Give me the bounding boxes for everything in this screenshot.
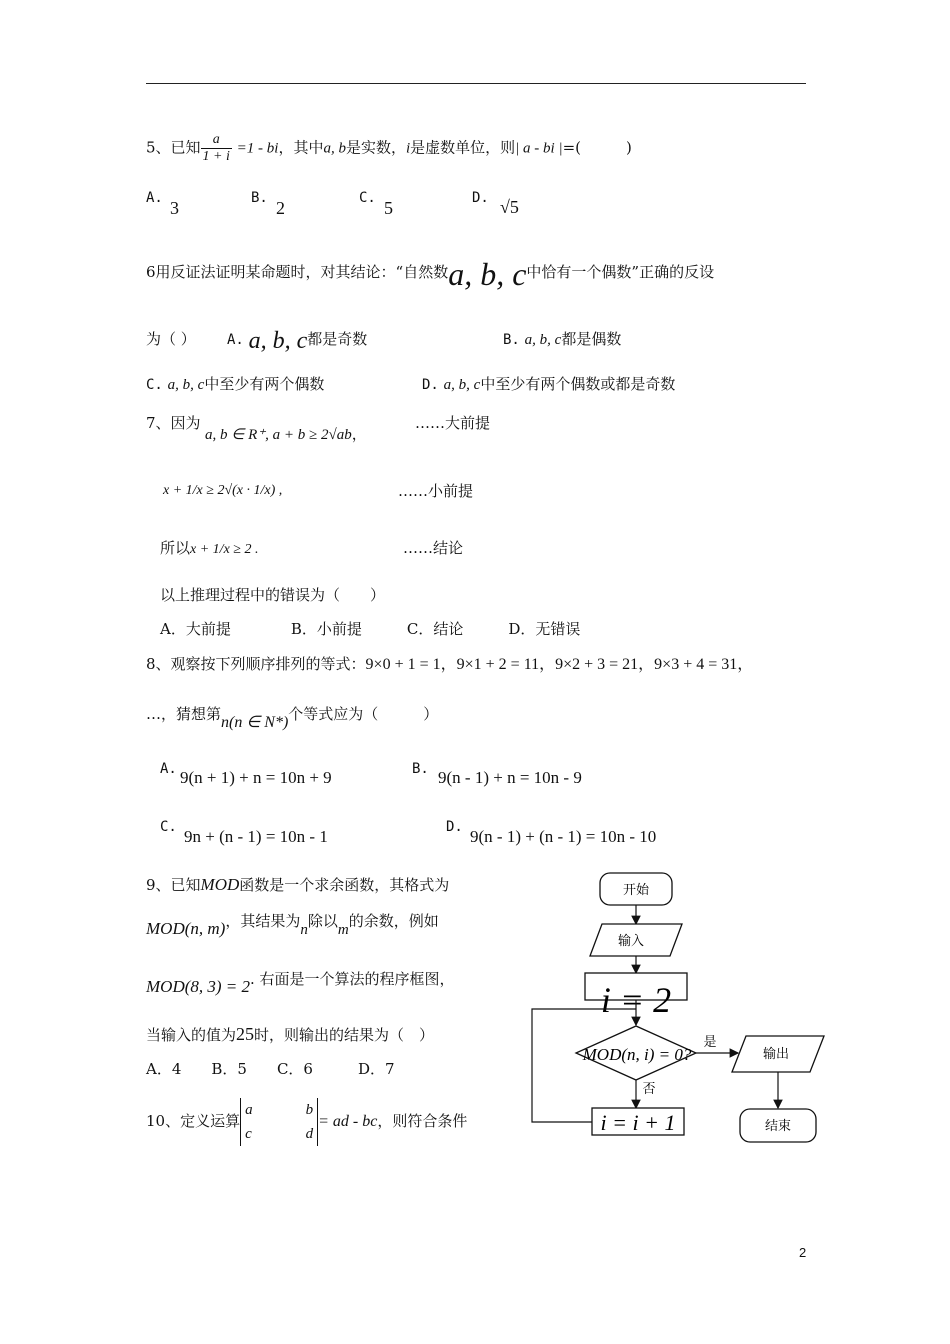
q5-option-c-label: C. bbox=[359, 190, 376, 206]
q9-line4-tail: 时，则输出的结果为（ ） bbox=[254, 1026, 435, 1044]
q8-option-b-value: 9(n - 1) + n = 10n - 9 bbox=[438, 768, 582, 787]
q7-major-label: ……大前提 bbox=[415, 414, 491, 432]
flowchart-assign-text: i = 2 bbox=[600, 980, 672, 1020]
flowchart-increment-text: i = i + 1 bbox=[600, 1110, 676, 1135]
flowchart-input-text: 输入 bbox=[617, 934, 645, 949]
q6-option-c-text: 中至少有两个偶数 bbox=[204, 375, 325, 393]
question-8 bbox=[146, 651, 753, 674]
q5-option-a-label: A. bbox=[146, 190, 163, 206]
q9-line3 bbox=[146, 968, 455, 997]
q9-mod: MOD bbox=[200, 875, 240, 894]
q7-conclusion-expr: x + 1/x ≥ 2 . bbox=[190, 542, 259, 557]
flowchart-start-text: 开始 bbox=[622, 883, 650, 898]
question-6 bbox=[146, 256, 714, 293]
q10-prefix: 10、定义运算 bbox=[146, 1112, 241, 1130]
page-number: 2 bbox=[799, 1245, 807, 1260]
q6-option-a-label: A. bbox=[227, 332, 244, 348]
q7-premise1 bbox=[205, 423, 367, 444]
q5-tail: =( ) bbox=[562, 138, 632, 157]
q6-option-d-text: 中至少有两个偶数或都是奇数 bbox=[480, 375, 676, 393]
q7-premise2: x + 1/x ≥ 2√(x · 1/x) , bbox=[163, 483, 283, 498]
q9-example: MOD(8, 3) = 2 bbox=[146, 977, 251, 996]
q6-option-c-label: C. bbox=[146, 377, 163, 393]
q7-conclusion-prefix: 所以 bbox=[160, 539, 191, 557]
q5-equation: =1 - bi bbox=[236, 140, 279, 157]
q5-ab: a, b bbox=[323, 140, 346, 157]
q10-tail: ，则符合条件 bbox=[377, 1112, 468, 1130]
q9-line4 bbox=[146, 1024, 434, 1045]
q5-i: i bbox=[406, 140, 411, 157]
q6-option-c bbox=[146, 373, 324, 394]
flowchart-yes-label: 是 bbox=[703, 1035, 717, 1050]
q8-line2-tail: 个等式应为（ ） bbox=[288, 705, 439, 723]
q7-premise1-comma: ， bbox=[351, 427, 367, 443]
q6-vars: a, b, c bbox=[448, 256, 527, 292]
q8-option-c-value: 9n + (n - 1) = 10n - 1 bbox=[184, 827, 328, 846]
q6-line2 bbox=[146, 328, 196, 349]
header-rule bbox=[146, 83, 806, 84]
q5-abs: | a - bi | bbox=[515, 140, 563, 157]
q6-tail: 中恰有一个偶数”正确的反设 bbox=[526, 263, 715, 281]
q5-option-d-label: D. bbox=[472, 190, 489, 206]
q8-option-c-label: C. bbox=[160, 819, 177, 835]
q6-option-d-vars: a, b, c bbox=[443, 377, 481, 393]
q9-line1 bbox=[146, 874, 449, 895]
q10-det-b: b bbox=[305, 1102, 314, 1118]
q9-line2-tail: 的余数，例如 bbox=[348, 912, 439, 930]
q8-equations: 9×0 + 1 = 1，9×1 + 2 = 11，9×2 + 3 = 21，9×3 + 4 = 31， bbox=[365, 656, 754, 673]
q9-n: n bbox=[300, 922, 308, 938]
q7-prefix: 7、因为 bbox=[146, 414, 201, 432]
q9-line3-tail: . 右面是一个算法的程序框图， bbox=[250, 970, 455, 988]
q8-prefix: 8、观察按下列顺序排列的等式： bbox=[146, 655, 366, 673]
q5-fraction bbox=[201, 132, 232, 165]
q7-conclusion bbox=[160, 537, 258, 558]
q6-option-c-vars: a, b, c bbox=[167, 377, 205, 393]
q6-option-a-text: 都是奇数 bbox=[307, 330, 368, 348]
q5-mid2: 是实数， bbox=[345, 138, 406, 157]
q8-line2-prefix: …，猜想第 bbox=[146, 705, 222, 723]
question-5 bbox=[146, 132, 632, 165]
q9-input-value: 25 bbox=[236, 1024, 255, 1044]
q9-line2-mid: ，其结果为 bbox=[225, 912, 301, 930]
q8-n-expr: n(n ∈ N*) bbox=[221, 714, 289, 731]
q8-option-b-label: B. bbox=[412, 761, 429, 777]
q6-option-a-vars: a, b, c bbox=[248, 328, 308, 354]
q7-conclusion-label: ……结论 bbox=[403, 539, 464, 557]
flowchart-output-text: 输出 bbox=[762, 1047, 790, 1062]
q6-option-d bbox=[422, 373, 675, 394]
q8-option-d-value: 9(n - 1) + (n - 1) = 10n - 10 bbox=[470, 827, 657, 846]
flowchart-end-text: 结束 bbox=[764, 1119, 792, 1134]
q6-option-b-vars: a, b, c bbox=[524, 332, 562, 348]
flowchart bbox=[520, 860, 840, 1160]
q5-option-b bbox=[251, 190, 268, 206]
q9-line4-prefix: 当输入的值为 bbox=[146, 1026, 237, 1044]
q5-option-a bbox=[146, 190, 163, 206]
q7-minor-label: ……小前提 bbox=[398, 482, 474, 500]
q6-option-b-label: B. bbox=[503, 332, 520, 348]
q8-line2 bbox=[146, 703, 438, 732]
q6-option-b bbox=[503, 328, 621, 349]
q5-option-c-value: 5 bbox=[384, 198, 393, 218]
q9-line2-mid2: 除以 bbox=[307, 912, 338, 930]
q9-modnm: MOD(n, m) bbox=[146, 919, 226, 938]
q6-prefix: 6用反证法证明某命题时，对其结论：“自然数 bbox=[146, 263, 449, 281]
q7-options: A．大前提 B．小前提 C．结论 D．无错误 bbox=[160, 620, 581, 638]
q5-option-b-label: B. bbox=[251, 190, 268, 206]
q6-option-a bbox=[227, 328, 367, 355]
flowchart-decision-text: MOD(n, i) = 0? bbox=[582, 1045, 692, 1064]
q5-frac-num: a bbox=[201, 132, 232, 149]
q7-question: 以上推理过程中的错误为（ ） bbox=[160, 586, 386, 604]
q10-rhs: = ad - bc bbox=[318, 1113, 378, 1130]
q9-options: A．4 B．5 C．6 D．7 bbox=[146, 1060, 395, 1078]
q5-prefix: 5、已知 bbox=[146, 138, 201, 157]
q10-det-c: c bbox=[245, 1126, 252, 1142]
q5-option-d bbox=[472, 190, 489, 206]
q8-option-a-value: 9(n + 1) + n = 10n + 9 bbox=[180, 768, 332, 787]
q8-option-d-label: D. bbox=[446, 819, 463, 835]
q7-premise1-expr: a, b ∈ R⁺, a + b ≥ 2√ab bbox=[205, 427, 352, 443]
q9-m: m bbox=[337, 922, 349, 938]
q9-prefix: 9、已知 bbox=[146, 876, 201, 894]
q9-line2 bbox=[146, 910, 439, 939]
q10-determinant bbox=[240, 1098, 318, 1146]
q5-option-b-value: 2 bbox=[276, 198, 285, 218]
q5-mid: ，其中 bbox=[278, 138, 324, 157]
q6-line2-prefix: 为（ ） bbox=[146, 330, 196, 348]
question-10 bbox=[146, 1098, 467, 1146]
q5-option-d-value: √5 bbox=[500, 197, 519, 217]
q8-option-a-label: A. bbox=[160, 761, 177, 777]
q5-option-c bbox=[359, 190, 376, 206]
q5-frac-den: 1 + i bbox=[202, 149, 230, 164]
flowchart-no-label: 否 bbox=[642, 1082, 656, 1097]
q9-line1-tail: 函数是一个求余函数，其格式为 bbox=[239, 876, 450, 894]
q6-option-b-text: 都是偶数 bbox=[561, 330, 622, 348]
q5-mid3: 是虚数单位，则 bbox=[410, 138, 516, 157]
q10-det-a: a bbox=[245, 1102, 253, 1118]
q5-option-a-value: 3 bbox=[170, 198, 179, 218]
q6-option-d-label: D. bbox=[422, 377, 439, 393]
q10-det-d: d bbox=[305, 1126, 314, 1142]
